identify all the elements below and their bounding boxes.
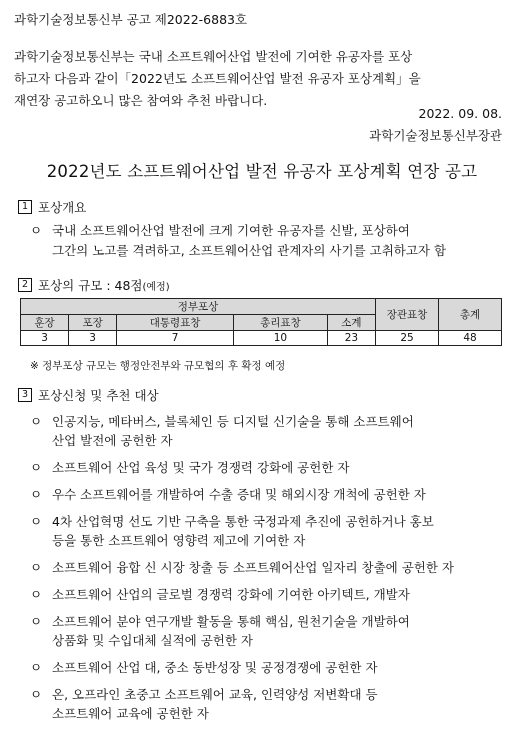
eligibility-text: 소프트웨어 융합 신 시장 창출 등 소프트웨어산업 일자리 창출에 공헌한 자 [52, 560, 454, 575]
eligibility-text: 산업 발전에 공헌한 자 [52, 433, 173, 448]
bullet-symbol: ㅇ [30, 687, 43, 702]
table-cell: 23 [327, 331, 375, 346]
eligibility-text: 소프트웨어 산업 대, 중소 동반성장 및 공정경쟁에 공헌한 자 [52, 660, 378, 675]
table-cell: 25 [376, 331, 439, 346]
table-row [21, 331, 502, 346]
eligibility-text: 소프트웨어 분야 연구개발 활동을 통해 핵심, 원천기술을 개발하여 [52, 614, 410, 629]
eligibility-text: 등을 통한 소프트웨어 영향력 제고에 기여한 자 [52, 533, 306, 548]
table-header-cell: 대통령표창 [117, 315, 234, 331]
section-heading-targets [18, 386, 159, 404]
eligibility-text: 소프트웨어 산업 육성 및 국가 경쟁력 강화에 공헌한 자 [52, 460, 350, 475]
table-cell: 48 [439, 331, 502, 346]
eligibility-text: 우수 소프트웨어를 개발하여 수출 증대 및 해외시장 개척에 공헌한 자 [52, 487, 426, 502]
bullet-symbol: ㅇ [30, 560, 43, 575]
bullet-symbol: ㅇ [30, 487, 43, 502]
eligibility-item [30, 658, 510, 677]
section-heading-scale [18, 276, 170, 294]
bullet-symbol: ㅇ [30, 514, 43, 529]
section-title-note: (예정) [142, 281, 170, 293]
document-title: 2022년도 소프트웨어산업 발전 유공자 포상계획 연장 공고 [46, 162, 478, 181]
table-header-government: 정부포상 [21, 299, 376, 315]
bullet-symbol: ㅇ [30, 587, 43, 602]
table-cell: 7 [117, 331, 234, 346]
eligibility-text: 4차 산업혁명 선도 기반 구축을 통한 국정과제 추진에 공헌하거나 홍보 [52, 514, 434, 529]
eligibility-text: 온, 오프라인 초중고 소프트웨어 교육, 인력양성 저변확대 등 [52, 687, 378, 702]
section-number: 1 [18, 200, 32, 214]
eligibility-text: 소프트웨어 교육에 공헌한 자 [52, 706, 209, 721]
bullet-symbol: ㅇ [30, 414, 43, 429]
section-title: 포상의 규모 : 48점 [38, 278, 143, 293]
eligibility-text: 상품화 및 수입대체 실적에 공헌한 자 [52, 633, 253, 648]
bullet-symbol: ㅇ [30, 460, 43, 475]
intro-line: 하고자 다음과 같이「2022년도 소프트웨어산업 발전 유공자 포상계획」을 [14, 71, 421, 86]
eligibility-text: 소프트웨어 산업의 글로벌 경쟁력 강화에 기여한 아키텍트, 개발자 [52, 587, 410, 602]
intro-paragraph [14, 46, 510, 112]
issuing-organization: 과학기술정보통신부장관 [369, 128, 502, 143]
table-cell: 3 [21, 331, 69, 346]
table-header-cell: 총리표창 [233, 315, 327, 331]
eligibility-item [30, 458, 510, 477]
table-header-cell: 훈장 [21, 315, 69, 331]
bullet-symbol: ㅇ [30, 223, 43, 238]
table-cell: 10 [233, 331, 327, 346]
notice-date: 2022. 09. 08. [418, 106, 502, 121]
eligibility-item [30, 585, 510, 604]
eligibility-list [30, 412, 510, 731]
section-number: 2 [18, 278, 32, 292]
intro-line: 과학기술정보통신부는 국내 소프트웨어산업 발전에 기여한 유공자를 포상 [14, 49, 413, 64]
award-scale-table [20, 298, 502, 346]
table-header-total: 총계 [439, 299, 502, 331]
table-header-cell: 포장 [69, 315, 117, 331]
eligibility-item [30, 685, 510, 723]
section-number: 3 [18, 388, 32, 402]
table-header-ministerial: 장관표창 [376, 299, 439, 331]
bullet-symbol: ㅇ [30, 660, 43, 675]
eligibility-item [30, 612, 510, 650]
bullet-symbol: ㅇ [30, 614, 43, 629]
eligibility-item [30, 558, 510, 577]
eligibility-item [30, 412, 510, 450]
table-header-cell: 소계 [327, 315, 375, 331]
overview-line: 국내 소프트웨어산업 발전에 크게 기여한 유공자를 신발, 포상하여 [52, 223, 410, 238]
overview-line: 그간의 노고를 격려하고, 소프트웨어산업 관계자의 사기를 고취하고자 함 [52, 243, 447, 258]
section-title: 포상신청 및 추천 대상 [38, 388, 159, 403]
section-heading-overview [18, 198, 86, 216]
intro-line: 재연장 공고하오니 많은 참여와 추천 바랍니다. [14, 93, 268, 108]
table-cell: 3 [69, 331, 117, 346]
eligibility-text: 인공지능, 메타버스, 블록체인 등 디지털 신기술을 통해 소프트웨어 [52, 414, 414, 429]
eligibility-item [30, 485, 510, 504]
table-footnote: ※ 정부포상 규모는 행정안전부와 규모협의 후 확정 예정 [30, 360, 286, 372]
section-title: 포상개요 [38, 200, 87, 215]
eligibility-item [30, 512, 510, 550]
notice-number: 과학기술정보통신부 공고 제2022-6883호 [14, 12, 248, 27]
